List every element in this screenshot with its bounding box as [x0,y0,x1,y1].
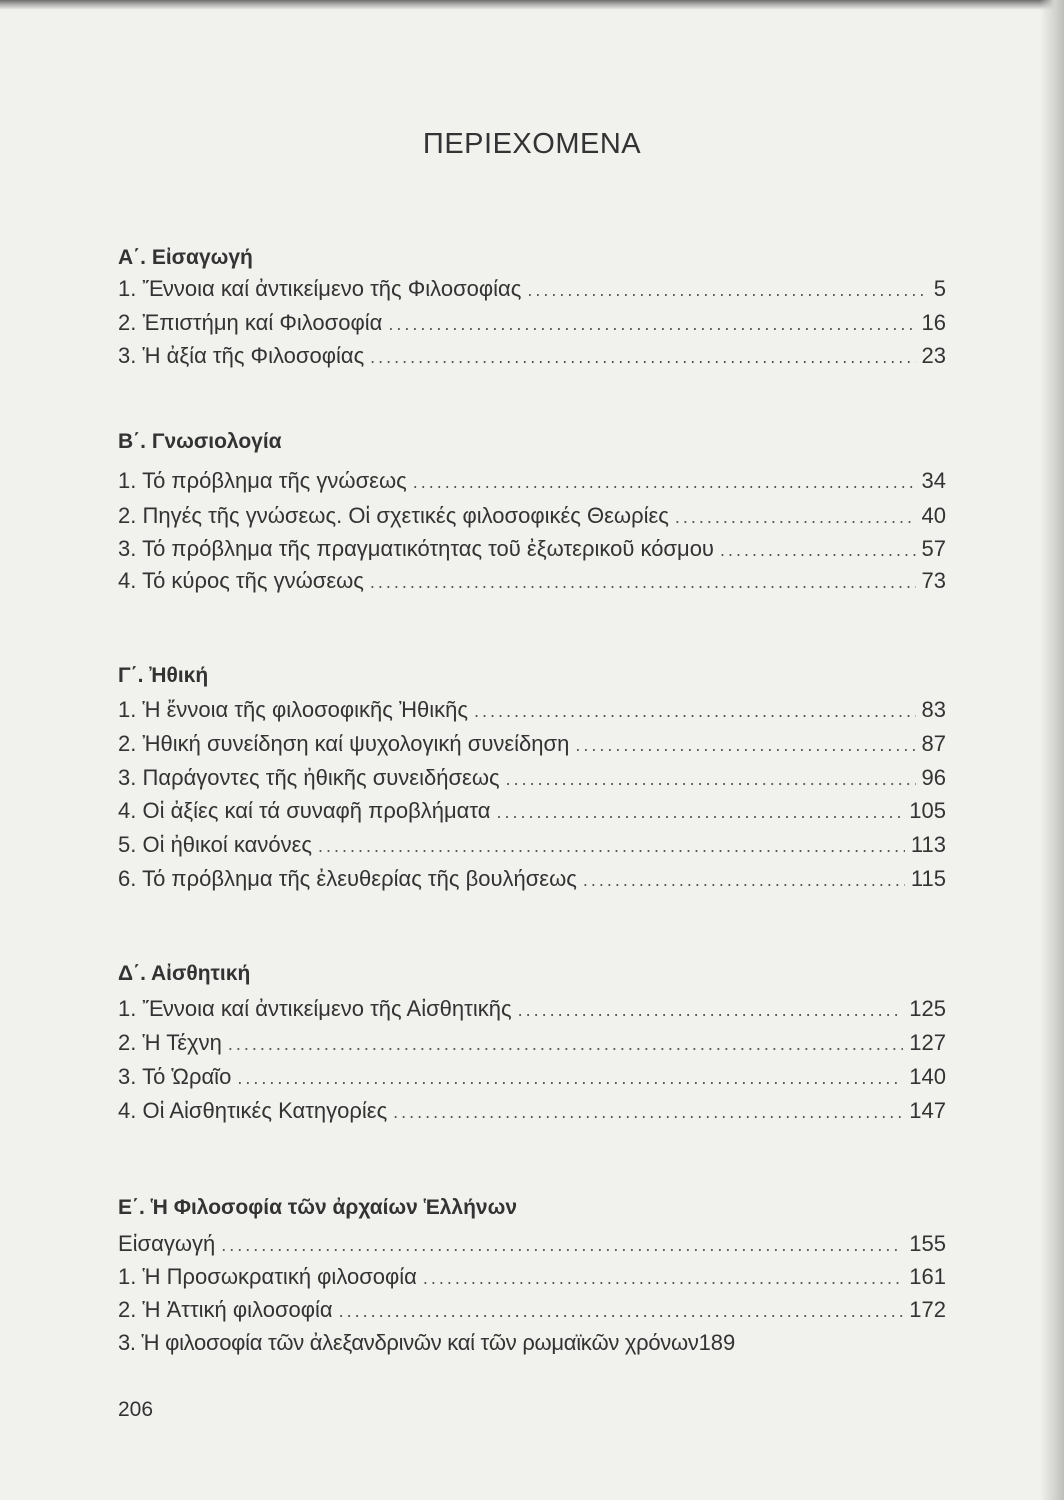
toc-entry [118,503,946,533]
entry-page: 105 [909,798,946,823]
toc-entry [118,731,946,761]
entry-page: 127 [909,1030,946,1055]
leader-dots [423,1268,903,1289]
toc-entry [118,996,946,1026]
entry-label: 1. Ἔννοια καί ἀντικείμενο τῆς Αἰσθητικῆς [118,996,512,1021]
entry-label: Εἰσαγωγή [118,1231,216,1256]
toc-entry [118,697,946,727]
section-heading-b: Β΄. Γνωσιολογία [118,430,282,453]
toc-entry [118,1231,946,1261]
section-heading-e: Ε΄. Ἡ Φιλοσοφία τῶν ἀρχαίων Ἑλλήνων [118,1196,518,1219]
entry-label: 1. Τό πρόβλημα τῆς γνώσεως [118,468,407,493]
entry-label: 3. Ἡ ἀξία τῆς Φιλοσοφίας [118,343,365,368]
leader-dots [370,347,915,368]
entry-page: 113 [910,832,946,857]
scan-top-shadow [0,0,1064,10]
toc-entry [118,468,946,498]
entry-label: 2. Πηγές τῆς γνώσεως. Οἱ σχετικές φιλοσοφικές Θεωρίες [118,503,669,528]
entry-page: 125 [909,996,946,1021]
entry-label: 2. Ἡ Ἀττική φιλοσοφία [118,1297,333,1322]
toc-entry [118,1098,946,1128]
entry-page: 96 [921,765,946,790]
entry-label: 2. Ἡ Τέχνη [118,1030,222,1055]
leader-dots [370,572,916,593]
entry-label: 4. Οἱ Αἰσθητικές Κατηγορίες [118,1098,388,1123]
entry-page: 34 [921,468,946,493]
page-title: ΠΕΡΙΕΧΟΜΕΝΑ [422,128,642,160]
entry-page: 140 [909,1064,946,1089]
entry-label: 3. Τό πρόβλημα τῆς πραγματικότητας τοῦ ἐξωτερικοῦ κόσμου [118,536,714,561]
entry-label: 1. Ἡ Προσωκρατική φιλοσοφία [118,1264,417,1289]
toc-entry [118,1264,946,1294]
toc-entry [118,832,946,862]
entry-page: 87 [921,731,946,756]
toc-entry [118,1064,946,1094]
entry-label: 4. Οἱ ἀξίες καί τά συναφῆ προβλήματα [118,798,491,823]
leader-dots [575,735,915,756]
page-number: 206 [118,1398,154,1421]
toc-entry [118,765,946,795]
leader-dots [496,802,903,823]
entry-page: 16 [921,310,946,335]
leader-dots [474,701,916,722]
entry-page: 40 [921,503,946,528]
section-heading-d: Δ΄. Αἰσθητική [118,962,251,985]
toc-entry [118,866,946,896]
leader-dots [221,1235,903,1256]
entry-label: 5. Οἱ ἠθικοί κανόνες [118,832,312,857]
section-heading-c: Γ΄. Ἠθική [118,664,209,687]
leader-dots [339,1301,904,1322]
leader-dots [518,1000,904,1021]
entry-label: 3. Ἡ φιλοσοφία τῶν ἀλεξανδρινῶν καί τῶν ρωμαϊκῶν χρόνων [118,1330,699,1355]
leader-dots [527,280,927,301]
entry-page: 73 [921,568,946,593]
entry-label: 1. Ἡ ἔννοια τῆς φιλοσοφικῆς Ἠθικῆς [118,697,468,722]
entry-page: 5 [933,276,946,301]
section-heading-a: Α΄. Εἰσαγωγή [118,246,253,269]
entry-label: 2. Ἠθική συνείδηση καί ψυχολογική συνείδηση [118,731,570,756]
entry-label: 4. Τό κύρος τῆς γνώσεως [118,568,364,593]
leader-dots [506,769,916,790]
leader-dots [388,314,915,335]
entry-label: 3. Τό Ὡραῖο [118,1064,232,1089]
entry-label: 3. Παράγοντες τῆς ἠθικῆς συνειδήσεως [118,765,500,790]
toc-entry [118,1030,946,1060]
entry-page: 83 [921,697,946,722]
entry-label: 6. Τό πρόβλημα τῆς ἐλευθερίας τῆς βουλήσεως [118,866,577,891]
leader-dots [228,1034,903,1055]
toc-entry [118,536,946,566]
entry-page: 115 [910,866,946,891]
leader-dots [393,1102,903,1123]
entry-page: 57 [921,536,946,561]
entry-page: 147 [909,1098,946,1123]
entry-page: 23 [921,343,946,368]
leader-dots [720,540,916,561]
entry-label: 1. Ἔννοια καί ἀντικείμενο τῆς Φιλοσοφίας [118,276,522,301]
toc-entry [118,276,946,306]
entry-page: 189 [698,1330,736,1355]
leader-dots [318,836,905,857]
toc-entry [118,310,946,340]
leader-dots [583,870,905,891]
leader-dots [237,1068,903,1089]
toc-entry [118,1330,946,1360]
toc-entry [118,798,946,828]
toc-entry [118,568,946,598]
toc-entry [118,343,946,373]
toc-entry [118,1297,946,1327]
scan-right-shadow [1040,0,1064,1500]
entry-page: 172 [909,1297,946,1322]
entry-page: 161 [909,1264,946,1289]
leader-dots [413,472,916,493]
leader-dots [675,507,916,528]
entry-page: 155 [909,1231,946,1256]
entry-label: 2. Ἐπιστήμη καί Φιλοσοφία [118,310,383,335]
